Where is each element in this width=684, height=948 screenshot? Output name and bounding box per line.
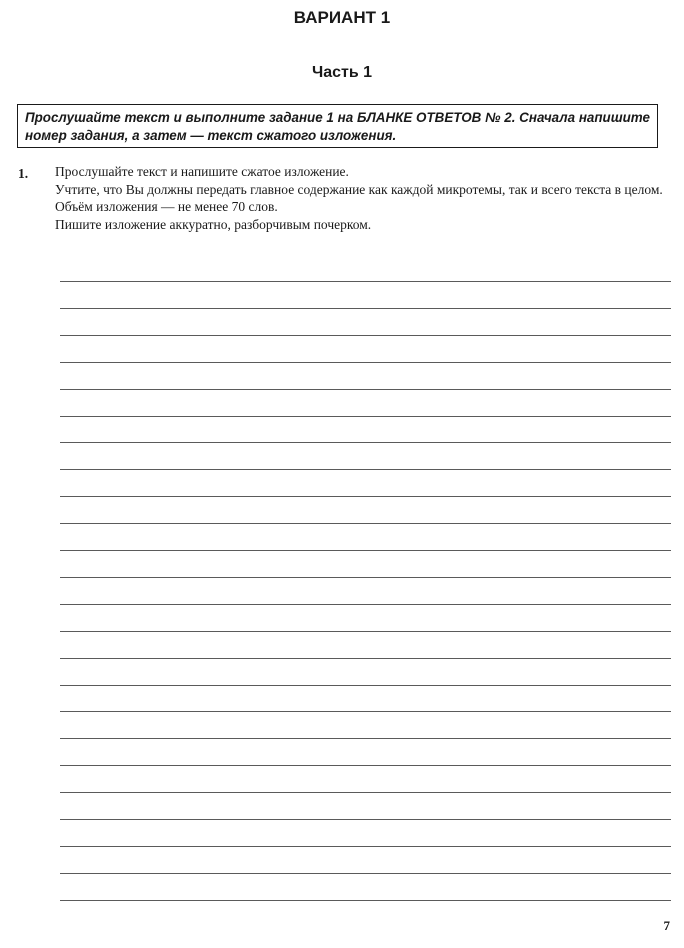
answer-line [60, 523, 671, 524]
answer-line [60, 389, 671, 390]
task-paragraph: Объём изложения — не менее 70 слов. [55, 199, 278, 214]
answer-line [60, 738, 671, 739]
task-paragraph: Пишите изложение аккуратно, разборчивым почерком. [55, 216, 372, 232]
page-number: 7 [663, 918, 670, 933]
answer-line [60, 631, 671, 632]
answer-line [60, 550, 671, 551]
answer-line [60, 604, 671, 605]
instruction-box: Прослушайте текст и выполните задание 1 на БЛАНКЕ ОТВЕТОВ № 2. Сначала напишите номер задания, а затем — текст сжатого изложения. [17, 104, 658, 148]
answer-line [60, 442, 671, 443]
answer-line [60, 362, 671, 363]
answer-line [60, 900, 671, 901]
variant-title: ВАРИАНТ 1 [293, 8, 391, 27]
answer-line [60, 765, 671, 766]
answer-line [60, 416, 671, 417]
answer-lines-area[interactable] [60, 0, 671, 948]
answer-line [60, 873, 671, 874]
answer-line [60, 846, 671, 847]
answer-line [60, 335, 671, 336]
answer-line [60, 711, 671, 712]
task-number: 1. [18, 166, 29, 181]
answer-line [60, 308, 671, 309]
answer-line [60, 685, 671, 686]
answer-line [60, 281, 671, 282]
answer-line [60, 792, 671, 793]
answer-line [60, 819, 671, 820]
task-paragraph: Прослушайте текст и напишите сжатое изложение. [55, 164, 349, 179]
answer-line [60, 496, 671, 497]
answer-line [60, 577, 671, 578]
task-paragraph: Учтите, что Вы должны передать главное содержание как каждой микротемы, так и всего текста в целом. [55, 181, 663, 197]
answer-line [60, 469, 671, 470]
answer-line [60, 658, 671, 659]
part-title: Часть 1 [311, 64, 373, 81]
